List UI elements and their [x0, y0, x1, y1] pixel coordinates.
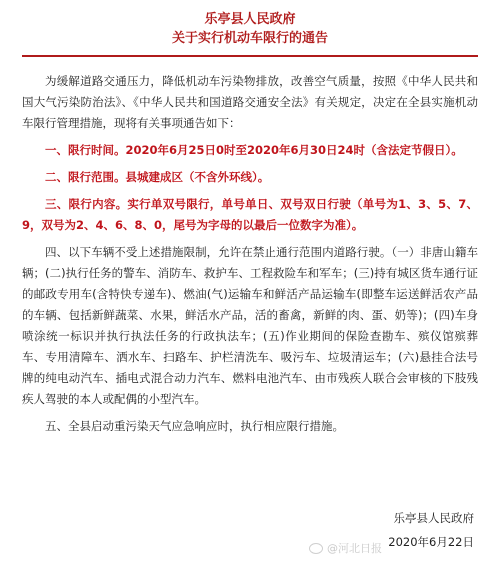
notice-org-title: 乐亭县人民政府: [204, 12, 296, 27]
weibo-icon: [309, 543, 323, 554]
item-restriction-scope: 二、限行范围。县城建成区（不含外环线）。: [45, 170, 270, 184]
item-emergency-response: 五、全县启动重污染天气应急响应时，执行相应限行措施。: [45, 419, 344, 433]
signature-date: 2020年6月22日: [388, 535, 474, 549]
item-exempt-vehicles: 四、以下车辆不受上述措施限制，允许在禁止通行范围内道路行驶。（一）非唐山籍车辆；(二)执行任务的警车、消防车、救护车、工程救险车和军车；(三)持有城区货车通行证的邮政专用车(含特快专递车)、燃油(气)运输车和鲜活产品运输车(即整车运送鲜活农产品的车辆、包括新鲜蔬菜、水果，鲜活水产品，活的畜禽，新鲜的肉、蛋、奶等)；(四)车身喷涂统一标识并执行执法任务的行政执法车；(五)作业期间的保险查勘车、殡仪馆殡葬车、专用清障车、洒水车、扫路车、护栏清洗车、吸污车、垃圾清运车；(六)悬挂合法号牌的纯电动汽车、插电式混合动力汽车、燃料电池汽车、由市残疾人联合会审核的下肢残疾人驾驶的本人或配偶的小型汽车。: [22, 245, 478, 406]
notice-subject-title: 关于实行机动车限行的通告: [171, 31, 328, 46]
title-divider: [22, 55, 478, 57]
watermark-text: @河北日报: [327, 542, 382, 555]
item-restriction-rule: 三、限行内容。实行单双号限行，单号单日、双号双日行驶（单号为1、3、5、7、9，双号为2、4、6、8、0，尾号为字母的以最后一位数字为准）。: [22, 197, 478, 232]
notice-intro: 为缓解道路交通压力，降低机动车污染物排放，改善空气质量，按照《中华人民共和国大气污染防治法》、《中华人民共和国道路交通安全法》有关规定，决定在全县实施机动车限行管理措施，现将有关事项通告如下：: [22, 74, 478, 130]
item-restriction-time: 一、限行时间。2020年6月25日0时至2020年6月30日24时（含法定节假日）。: [45, 143, 463, 157]
signature-org: 乐亭县人民政府: [393, 511, 474, 525]
weibo-watermark: [309, 540, 382, 556]
